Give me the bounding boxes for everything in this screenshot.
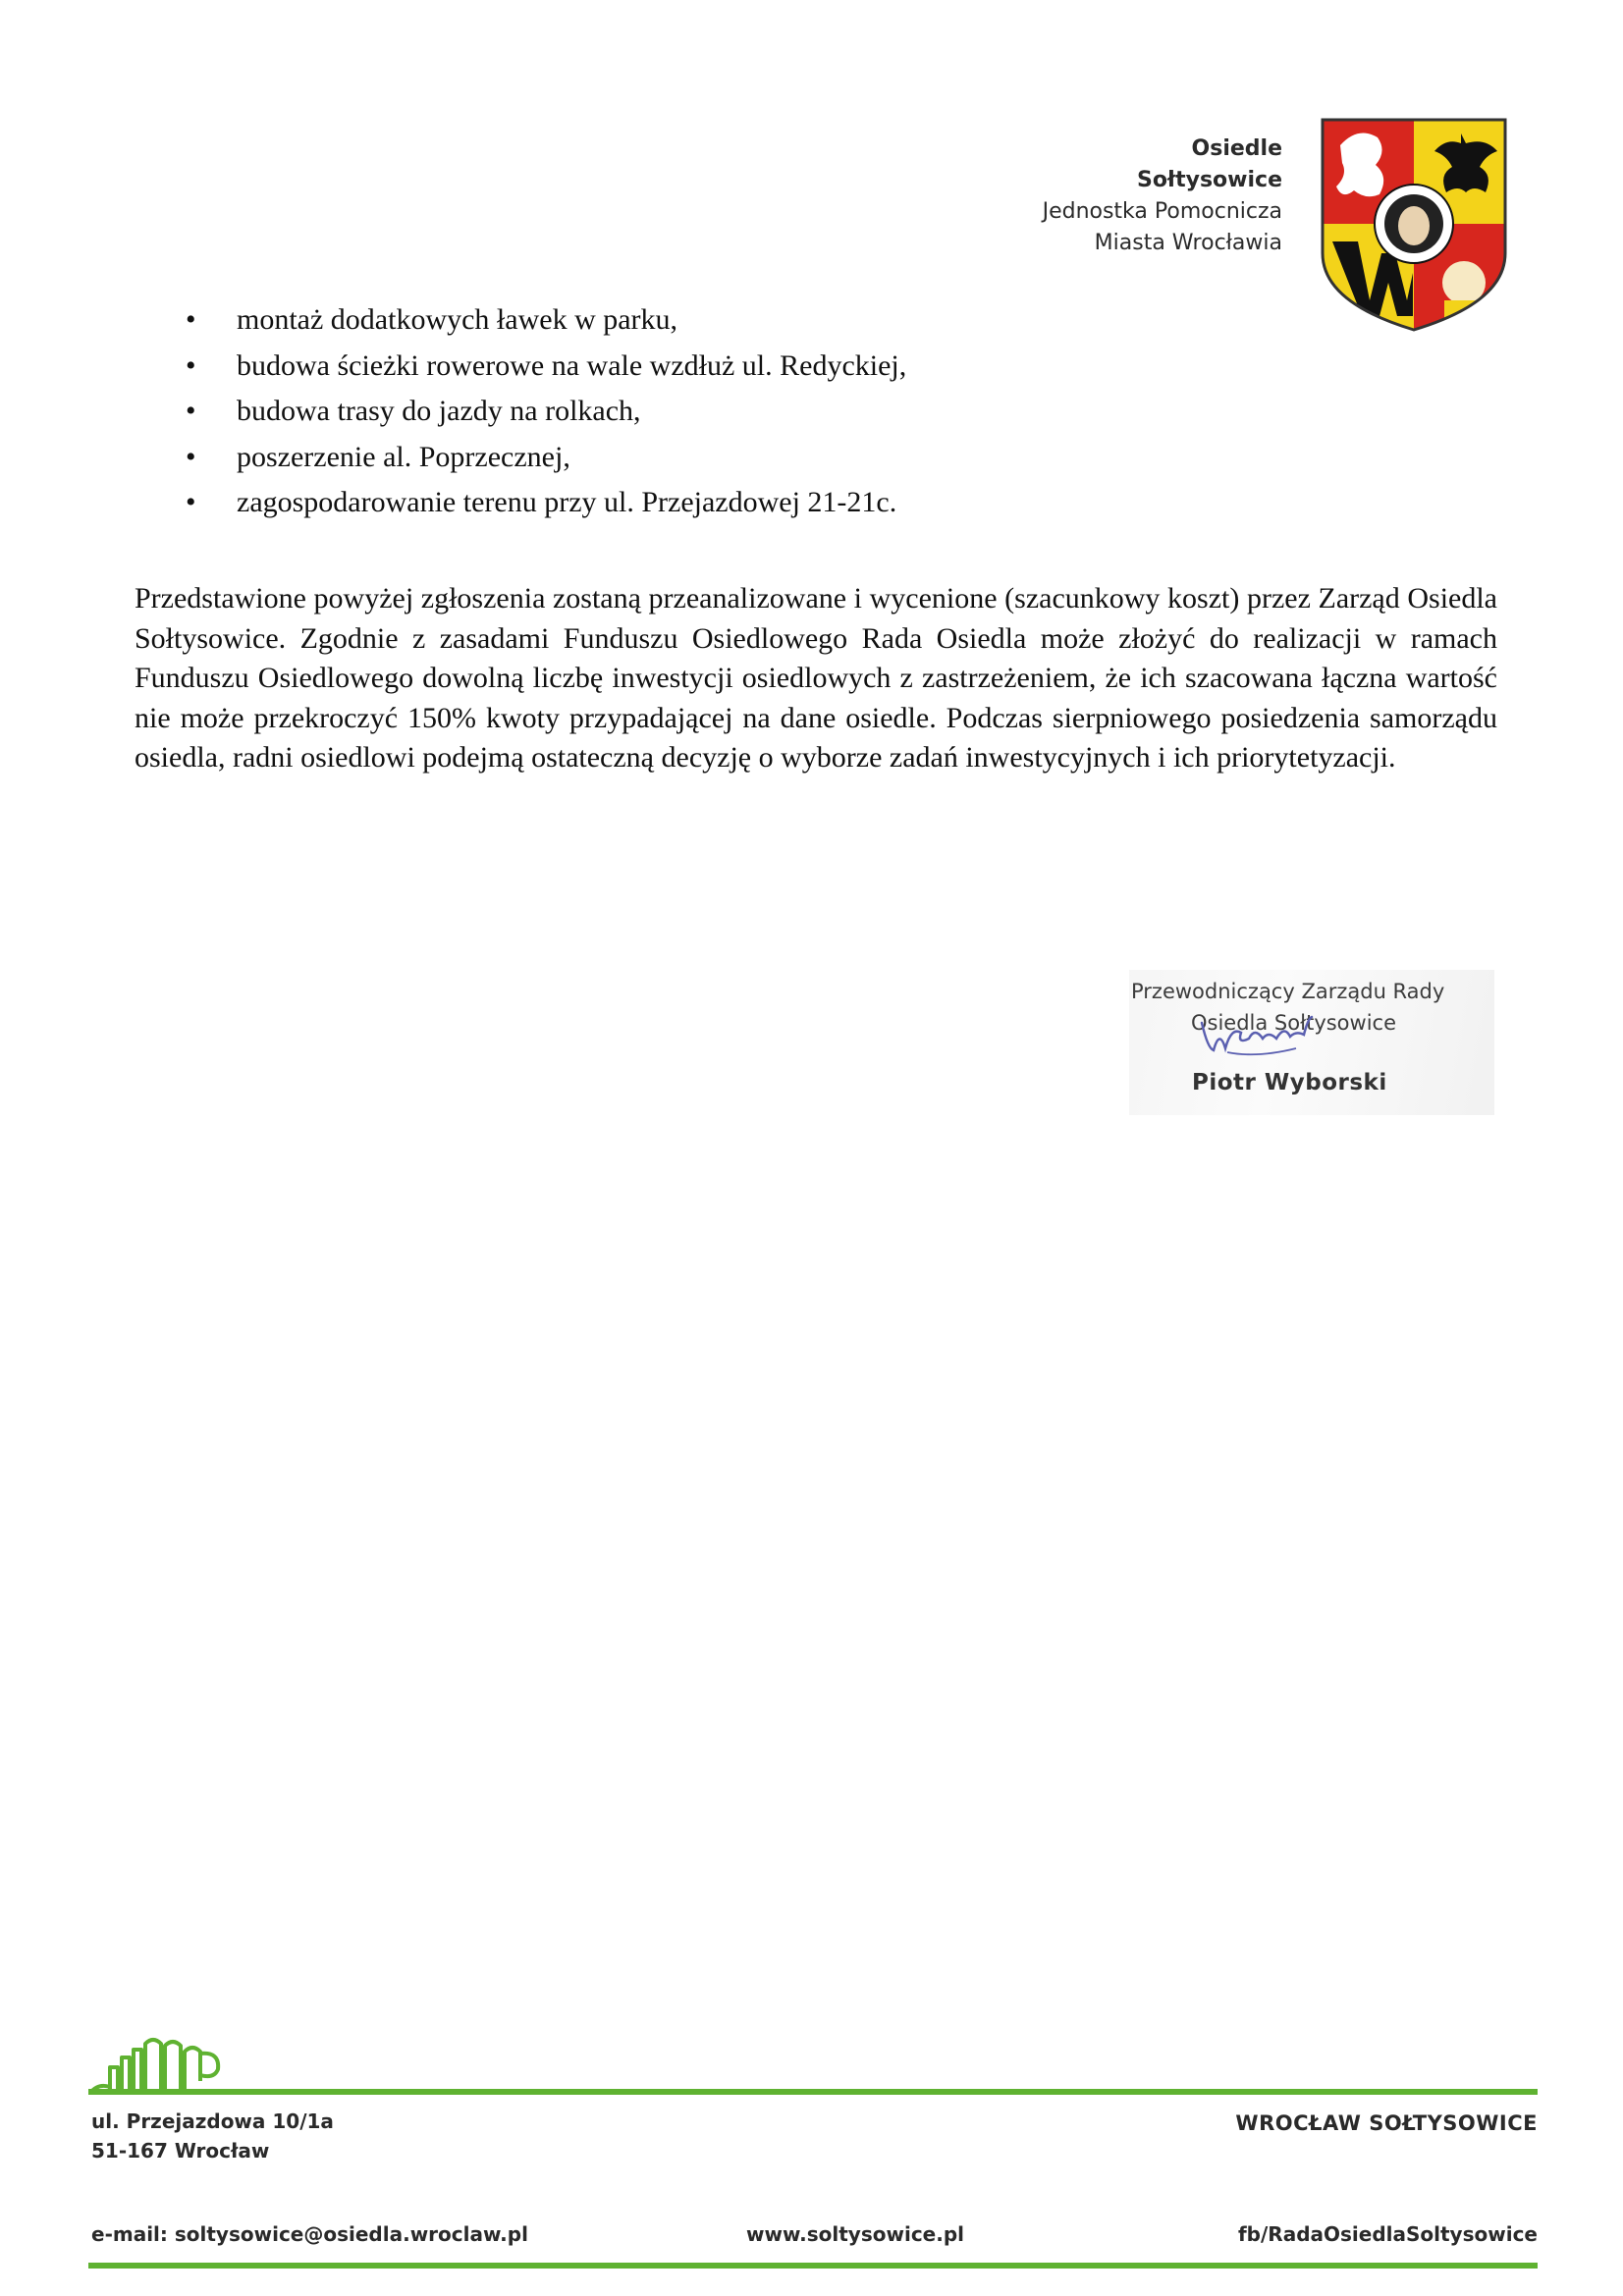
address-line-2: 51-167 Wrocław	[91, 2139, 270, 2163]
footer-website[interactable]: www.soltysowice.pl	[746, 2222, 965, 2246]
investment-list	[135, 297, 906, 526]
coat-of-arms-logo	[1319, 116, 1509, 334]
signatory-name: Piotr Wyborski	[1192, 1070, 1387, 1095]
footer-address	[91, 2107, 334, 2165]
footer-brand: WROCŁAW SOŁTYSOWICE	[1235, 2111, 1538, 2135]
footer-email[interactable]: e-mail: soltysowice@osiedla.wroclaw.pl	[91, 2222, 528, 2246]
footer-divider-top	[88, 2089, 1538, 2095]
header-organization	[1043, 133, 1282, 259]
list-item: • zagospodarowanie terenu przy ul. Przejazdowej 21-21c.	[135, 480, 906, 526]
header-line-3: Jednostka Pomocnicza	[1042, 199, 1282, 224]
header-line-2: Sołtysowice	[1136, 168, 1282, 192]
list-item: • poszerzenie al. Poprzecznej,	[135, 435, 906, 481]
list-item: • montaż dodatkowych ławek w parku,	[135, 297, 906, 344]
footer-building-logo	[88, 2032, 226, 2097]
list-item: • budowa ścieżki rowerowe na wale wzdłuż ul. Redyckiej,	[135, 344, 906, 390]
address-line-1: ul. Przejazdowa 10/1a	[91, 2109, 334, 2133]
header-line-4: Miasta Wrocławia	[1094, 231, 1282, 255]
list-item: • budowa trasy do jazdy na rolkach,	[135, 389, 906, 435]
signature-title-line-1: Przewodniczący Zarządu Rady	[1131, 980, 1445, 1003]
footer-divider-bottom	[88, 2263, 1538, 2269]
signature-stamp	[1129, 970, 1494, 1115]
handwritten-signature	[1198, 1009, 1325, 1068]
signature-title-line-2: Osiedla Sołtysowice	[1191, 1011, 1397, 1035]
header-line-1: Osiedle	[1191, 136, 1282, 161]
footer-facebook[interactable]: fb/RadaOsiedlaSoltysowice	[1237, 2222, 1538, 2246]
body-paragraph: Przedstawione powyżej zgłoszenia zostaną przeanalizowane i wycenione (szacunkowy koszt) przez Zarząd Osiedla Sołtysowice. Zgodnie z zasadami Funduszu Osiedlowego Rada Osiedla może złożyć do realizacji w ramach Funduszu Osiedlowego dowolną liczbę inwestycji osiedlowych z zastrzeżeniem, że ich szacowana łączna wartość nie może przekroczyć 150% kwoty przypadającej na dane osiedle. Podczas sierpniowego posiedzenia samorządu osiedla, radni osiedlowi podejmą ostateczną decyzję o wyborze zadań inwestycyjnych i ich priorytetyzacji.	[135, 582, 1497, 774]
